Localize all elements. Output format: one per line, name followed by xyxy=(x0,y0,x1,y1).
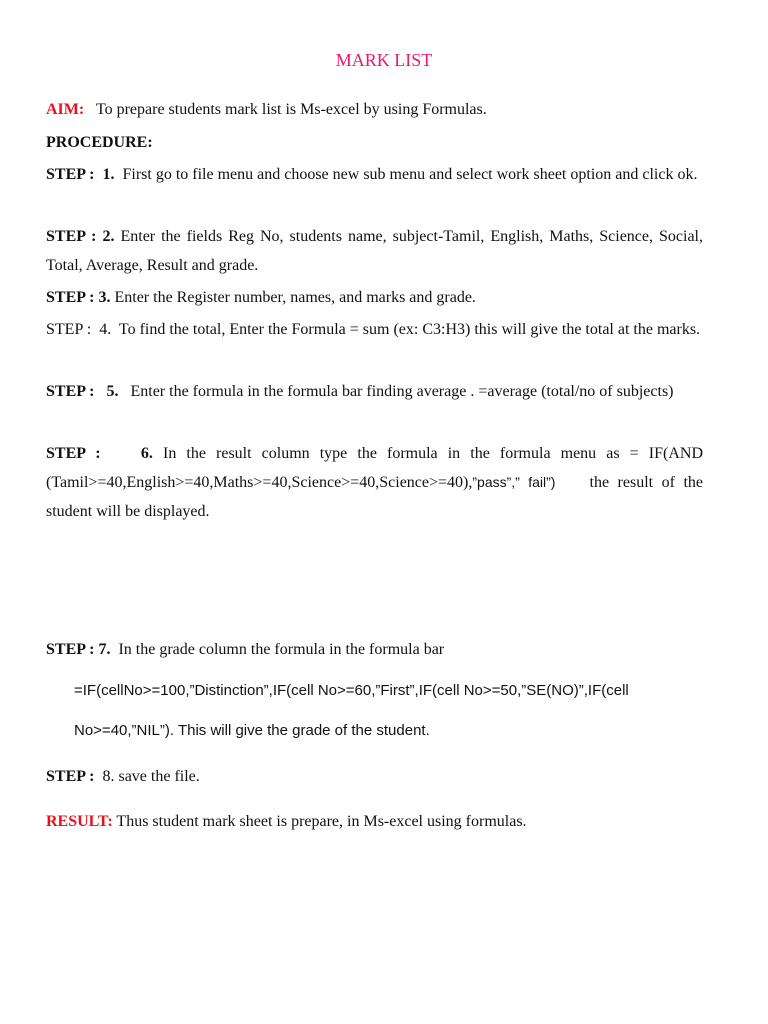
step-3 xyxy=(46,283,703,312)
aim-text: To prepare students mark list is Ms-excel by using Formulas. xyxy=(95,101,487,118)
step-2 xyxy=(46,222,703,280)
step-2-label: STEP : xyxy=(46,228,97,245)
step-6 xyxy=(46,439,703,526)
result-text: Thus student mark sheet is prepare, in Ms-excel using formulas. xyxy=(116,813,527,830)
step-4-text: To find the total, Enter the Formula = sum (ex: C3:H3) this will give the total at the marks. xyxy=(118,321,701,338)
page-title: MARK LIST xyxy=(335,50,433,70)
step-3-text: Enter the Register number, names, and marks and grade. xyxy=(114,289,476,306)
step-5-label: STEP : xyxy=(46,383,95,400)
step-4-number: 4. xyxy=(99,321,112,338)
step-7-number: 7. xyxy=(98,641,111,658)
step-3-label: STEP : xyxy=(46,289,95,306)
step-7-formula-line-2: No>=40,”NIL”). This will give the grade of the student. xyxy=(74,722,430,739)
procedure-heading: PROCEDURE: xyxy=(46,134,153,151)
step-7-formula-line-1: =IF(cellNo>=100,”Distinction”,IF(cell No>=60,”First”,IF(cell No>=50,”SE(NO)”,IF(cell xyxy=(74,682,629,699)
step-2-text: Enter the fields Reg No, students name, subject-Tamil, English, Maths, Science, Social, Total, Average, Result and grade. xyxy=(46,228,703,274)
step-5 xyxy=(46,377,703,406)
result-label: RESULT: xyxy=(46,813,113,830)
step-4-label: STEP : xyxy=(46,321,92,338)
aim-paragraph xyxy=(46,95,703,124)
step-8-number: 8. xyxy=(102,768,115,785)
step-7-label: STEP : xyxy=(46,641,95,658)
step-6-label: STEP : xyxy=(46,445,101,462)
step-5-text: Enter the formula in the formula bar finding average . =average (total/no of subjects) xyxy=(130,383,674,400)
step-1-number: 1. xyxy=(102,166,115,183)
step-6-formula-values: ”pass”,” fail”) xyxy=(472,474,556,490)
step-5-number: 5. xyxy=(106,383,119,400)
step-1 xyxy=(46,160,703,189)
step-6-number: 6. xyxy=(140,445,153,462)
result-paragraph xyxy=(46,807,703,836)
step-8-label: STEP : xyxy=(46,768,95,785)
step-6-text-a: In the result column type the formula in the formula menu as = IF(AND (Tamil>=40,English>=40,Maths>=40,Science>=40,Science>=40), xyxy=(46,445,703,491)
step-4 xyxy=(46,315,703,344)
step-1-text: First go to file menu and choose new sub menu and select work sheet option and click ok. xyxy=(122,166,698,183)
step-2-number: 2. xyxy=(102,228,115,245)
step-1-label: STEP : xyxy=(46,166,95,183)
step-7 xyxy=(46,635,703,664)
step-6-text-c: the result of the student will be displayed. xyxy=(46,474,704,520)
step-8-text: save the file. xyxy=(118,768,200,785)
aim-label: AIM: xyxy=(46,101,85,118)
step-8 xyxy=(46,762,703,791)
step-7-text: In the grade column the formula in the formula bar xyxy=(118,641,445,658)
step-3-number: 3. xyxy=(98,289,111,306)
